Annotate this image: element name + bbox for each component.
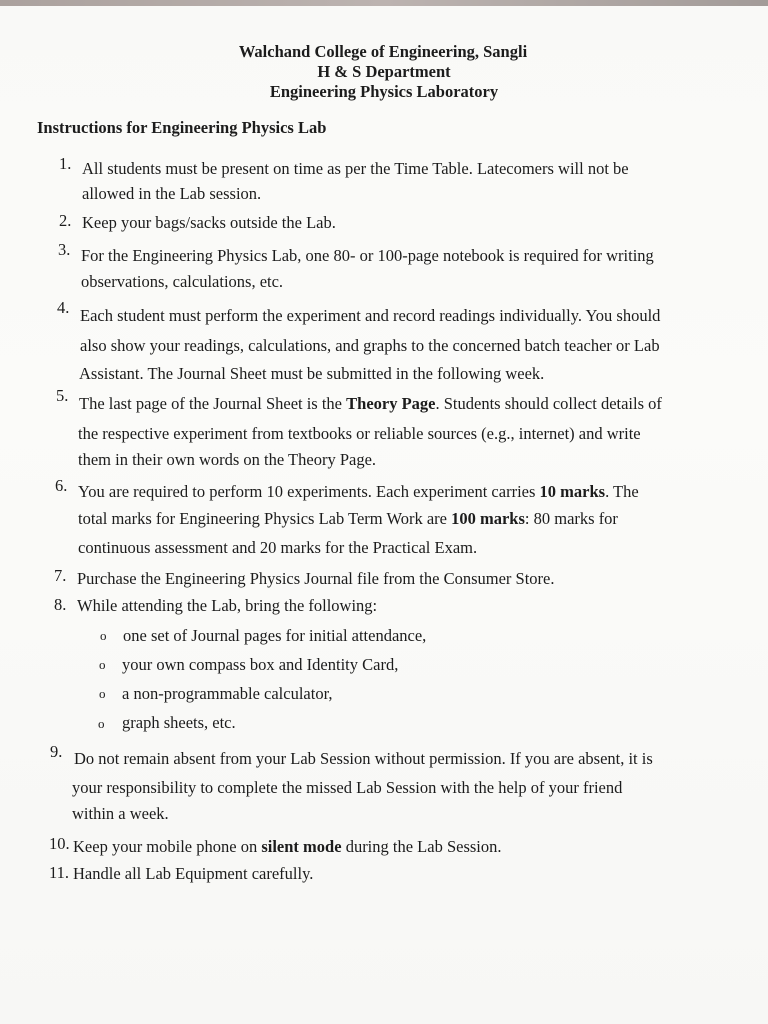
bullet-icon: o bbox=[98, 716, 105, 731]
bold-term: Theory Page bbox=[346, 394, 436, 413]
item-text: them in their own words on the Theory Page. bbox=[78, 450, 377, 469]
college-name: Walchand College of Engineering, Sangli bbox=[238, 42, 528, 61]
document-header bbox=[0, 42, 768, 102]
sub-item-text: a non-programmable calculator, bbox=[122, 684, 333, 703]
item-number: 5. bbox=[56, 386, 69, 405]
sub-item-text: your own compass box and Identity Card, bbox=[122, 655, 399, 674]
bold-term: 100 marks bbox=[451, 509, 525, 528]
department-name: H & S Department bbox=[317, 62, 451, 81]
item-text: Each student must perform the experiment and record readings individually. You should bbox=[80, 306, 661, 325]
item-number: 6. bbox=[55, 476, 68, 495]
laboratory-name: Engineering Physics Laboratory bbox=[269, 82, 499, 101]
item-text: All students must be present on time as per the Time Table. Latecomers will not be bbox=[82, 159, 629, 178]
item-text: Handle all Lab Equipment carefully. bbox=[73, 864, 314, 883]
page-top-edge bbox=[0, 0, 768, 6]
item-text: For the Engineering Physics Lab, one 80- or 100-page notebook is required for writing bbox=[81, 246, 654, 265]
item-text: observations, calculations, etc. bbox=[81, 272, 284, 291]
item-number: 7. bbox=[54, 566, 67, 585]
item-text: total marks for Engineering Physics Lab Term Work are 100 marks: 80 marks for bbox=[78, 509, 618, 528]
instructions-title: Instructions for Engineering Physics Lab bbox=[37, 118, 327, 137]
item-number: 2. bbox=[59, 211, 72, 230]
item-text: Keep your mobile phone on silent mode during the Lab Session. bbox=[73, 837, 502, 856]
bullet-icon: o bbox=[99, 686, 106, 701]
bullet-icon: o bbox=[100, 628, 107, 643]
item-text: You are required to perform 10 experiments. Each experiment carries 10 marks. The bbox=[78, 482, 639, 501]
item-text: within a week. bbox=[72, 804, 169, 823]
item-number: 8. bbox=[54, 595, 67, 614]
item-text: Do not remain absent from your Lab Session without permission. If you are absent, it is bbox=[74, 749, 653, 768]
item-text: your responsibility to complete the missed Lab Session with the help of your friend bbox=[72, 778, 623, 797]
sub-item-text: graph sheets, etc. bbox=[122, 713, 236, 732]
item-text: also show your readings, calculations, and graphs to the concerned batch teacher or Lab bbox=[80, 336, 660, 355]
item-number: 9. bbox=[50, 742, 63, 761]
sub-item-text: one set of Journal pages for initial attendance, bbox=[123, 626, 427, 645]
item-number: 10. bbox=[49, 834, 70, 853]
item-text: Assistant. The Journal Sheet must be submitted in the following week. bbox=[79, 364, 545, 383]
item-text: Purchase the Engineering Physics Journal file from the Consumer Store. bbox=[77, 569, 555, 588]
item-number: 3. bbox=[58, 240, 71, 259]
item-text: While attending the Lab, bring the following: bbox=[77, 596, 378, 615]
item-number: 4. bbox=[57, 298, 70, 317]
item-text: Keep your bags/sacks outside the Lab. bbox=[82, 213, 336, 232]
item-number: 1. bbox=[59, 154, 72, 173]
item-text: allowed in the Lab session. bbox=[82, 184, 262, 203]
bullet-icon: o bbox=[99, 657, 106, 672]
item-text: continuous assessment and 20 marks for the Practical Exam. bbox=[78, 538, 478, 557]
item-number: 11. bbox=[49, 863, 70, 882]
bold-term: 10 marks bbox=[539, 482, 606, 501]
bold-term: silent mode bbox=[261, 837, 342, 856]
item-text: the respective experiment from textbooks or reliable sources (e.g., internet) and write bbox=[78, 424, 641, 443]
item-text: The last page of the Journal Sheet is the Theory Page. Students should collect details of bbox=[79, 394, 662, 413]
